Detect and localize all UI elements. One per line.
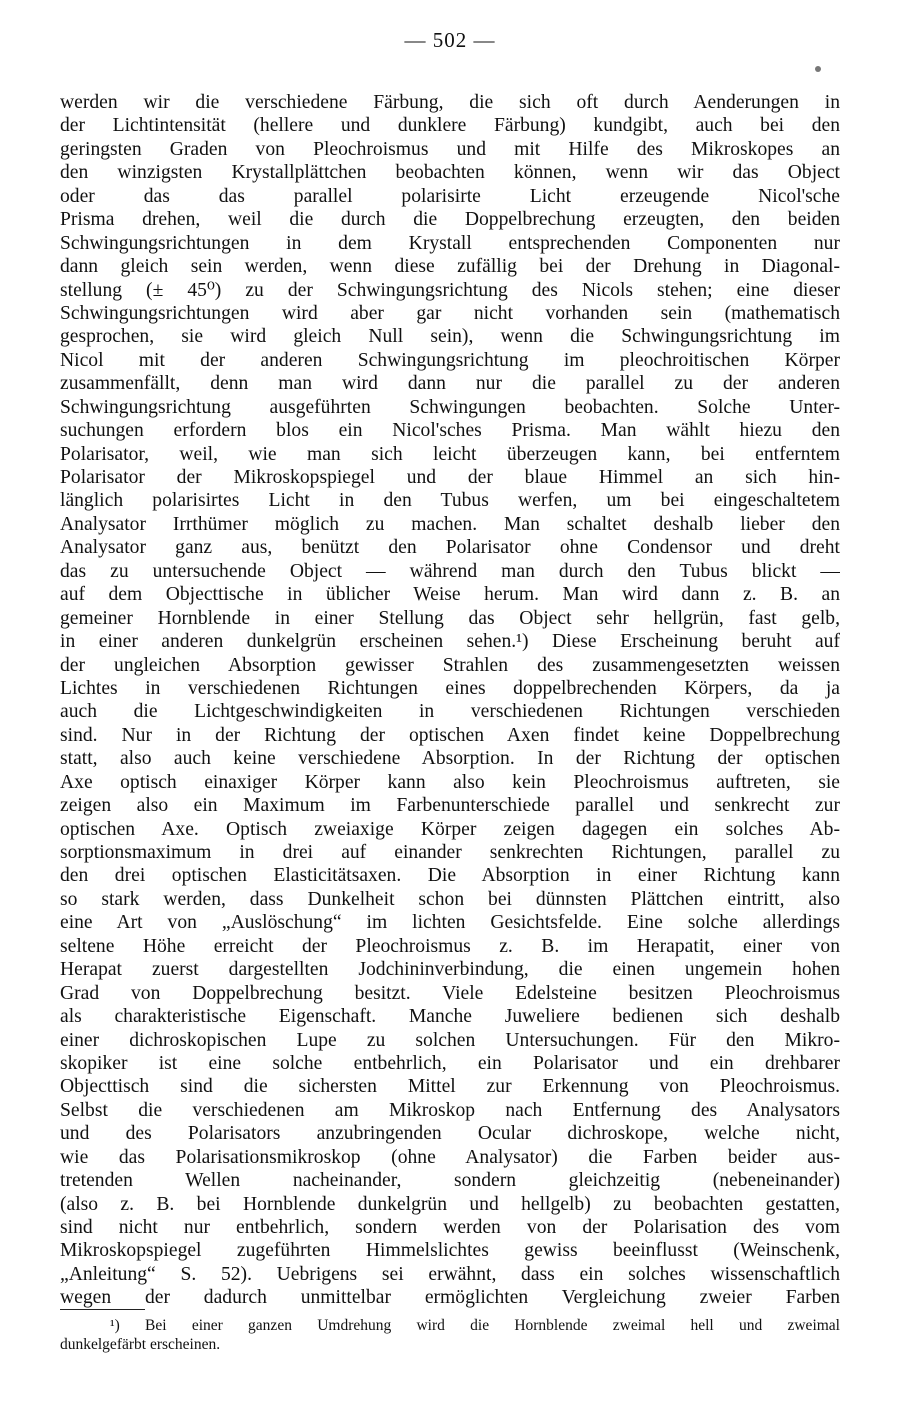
text-line: eine Art von „Auslöschung“ im lichten Gesichtsfelde. Eine solche allerdings	[60, 912, 840, 934]
text-line: sind. Nur in der Richtung der optischen Axen findet keine Doppelbrechung	[60, 724, 840, 746]
text-line: suchungen erfordern blos ein Nicol'sches Prisma. Man wählt hiezu den	[60, 420, 840, 442]
text-line: auch die Lichtgeschwindigkeiten in verschiedenen Richtungen verschieden	[60, 701, 840, 723]
ink-speck	[815, 66, 821, 72]
text-line: den winzigsten Krystallplättchen beobachten können, wenn wir das Object	[60, 162, 840, 184]
text-line: Schwingungsrichtung ausgeführten Schwingungen beobachten. Solche Unter-	[60, 396, 840, 418]
text-line: seltene Höhe erreicht der Pleochroismus z. B. im Herapatit, einer von	[60, 935, 840, 957]
text-line: wie das Polarisationsmikroskop (ohne Analysator) die Farben beider aus-	[60, 1146, 840, 1168]
text-line: dann gleich sein werden, wenn diese zufällig bei der Drehung in Diagonal-	[60, 256, 840, 278]
text-line: länglich polarisirtes Licht in den Tubus werfen, um bei eingeschaltetem	[60, 490, 840, 512]
text-line: Objecttisch sind die sichersten Mittel zur Erkennung von Pleochroismus.	[60, 1076, 840, 1098]
text-line: und des Polarisators anzubringenden Ocular dichroskope, welche nicht,	[60, 1123, 840, 1145]
text-line: Mikroskopspiegel zugeführten Himmelslichtes gewiss beeinflusst (Weinschenk,	[60, 1240, 840, 1262]
text-line: zeigen also ein Maximum im Farbenunterschiede parallel und senkrecht zur	[60, 795, 840, 817]
text-line: als charakteristische Eigenschaft. Manche Juweliere bedienen sich deshalb	[60, 1006, 840, 1028]
text-line: tretenden Wellen nacheinander, sondern gleichzeitig (nebeneinander)	[60, 1170, 840, 1192]
text-line: Polarisator der Mikroskopspiegel und der blaue Himmel an sich hin-	[60, 467, 840, 488]
text-line: Lichtes in verschiedenen Richtungen eines doppelbrechenden Körpers, da ja	[60, 677, 840, 699]
text-line: zusammenfällt, denn man wird dann nur die parallel zu der anderen	[60, 373, 840, 395]
text-line: Selbst die verschiedenen am Mikroskop nach Entfernung des Analysators	[60, 1099, 840, 1121]
text-line: geringsten Graden von Pleochroismus und mit Hilfe des Mikroskopes an	[60, 138, 840, 160]
text-line: der Lichtintensität (hellere und dunklere Färbung) kundgibt, auch bei den	[60, 115, 840, 137]
text-line: sind nicht nur entbehrlich, sondern werden von der Polarisation des vom	[60, 1217, 840, 1238]
text-line: den drei optischen Elasticitätsaxen. Die Absorption in einer Richtung kann	[60, 865, 840, 887]
text-line: wegen der dadurch unmittelbar ermöglichten Vergleichung zweier Farben	[60, 1287, 840, 1309]
footnote-line: ¹) Bei einer ganzen Umdrehung wird die Hornblende zweimal hell und zweimal	[110, 1317, 840, 1334]
text-line: Herapat zuerst dargestellten Jodchininverbindung, die einen ungemein hohen	[60, 959, 840, 981]
text-line: stellung (± 45⁰) zu der Schwingungsrichtung des Nicols stehen; eine dieser	[60, 279, 840, 301]
text-line: optischen Axe. Optisch zweiaxige Körper zeigen dagegen ein solches Ab-	[60, 818, 840, 840]
text-line: Analysator Irrthümer möglich zu machen. Man schaltet deshalb lieber den	[60, 513, 840, 535]
text-line: so stark werden, dass Dunkelheit schon bei dünnsten Plättchen eintritt, also	[60, 888, 840, 910]
text-line: Prisma drehen, weil die durch die Doppelbrechung erzeugten, den beiden	[60, 209, 840, 231]
text-line: (also z. B. bei Hornblende dunkelgrün und hellgelb) zu beobachten gestatten,	[60, 1193, 840, 1215]
text-line: Nicol mit der anderen Schwingungsrichtung im pleochroitischen Körper	[60, 349, 840, 371]
text-line: Analysator ganz aus, benützt den Polarisator ohne Condensor und dreht	[60, 537, 840, 559]
text-line: „Anleitung“ S. 52). Uebrigens sei erwähnt, dass ein solches wissenschaftlich	[60, 1263, 840, 1285]
text-line: Axe optisch einaxiger Körper kann also kein Pleochroismus auftreten, sie	[60, 771, 840, 793]
text-line: auf dem Objecttische in üblicher Weise herum. Man wird dann z. B. an	[60, 584, 840, 606]
page-number: — 502 —	[404, 28, 496, 52]
text-line: oder das das parallel polarisirte Licht erzeugende Nicol'sche	[60, 185, 840, 207]
text-line: einer dichroskopischen Lupe zu solchen Untersuchungen. Für den Mikro-	[60, 1029, 840, 1051]
footnote-rule	[60, 1309, 145, 1310]
text-line: statt, also auch keine verschiedene Absorption. In der Richtung der optischen	[60, 748, 840, 770]
text-line: gesprochen, sie wird gleich Null sein), wenn die Schwingungsrichtung im	[60, 326, 840, 348]
text-line: gemeiner Hornblende in einer Stellung das Object sehr hellgrün, fast gelb,	[60, 607, 840, 629]
text-line: der ungleichen Absorption gewisser Strahlen des zusammengesetzten weissen	[60, 654, 840, 676]
text-line: werden wir die verschiedene Färbung, die sich oft durch Aenderungen in	[60, 92, 840, 113]
text-line: skopiker ist eine solche entbehrlich, ein Polarisator und ein drehbarer	[60, 1052, 840, 1074]
text-line: Schwingungsrichtungen wird aber gar nicht vorhanden sein (mathematisch	[60, 302, 840, 324]
text-line: das zu untersuchende Object — während man durch den Tubus blickt —	[60, 560, 840, 582]
footnote	[60, 1316, 840, 1354]
text-line: Polarisator, weil, wie man sich leicht überzeugen kann, bei entferntem	[60, 443, 840, 465]
text-line: Grad von Doppelbrechung besitzt. Viele Edelsteine besitzen Pleochroismus	[60, 982, 840, 1004]
body-text	[60, 91, 840, 1310]
footnote-line: dunkelgefärbt erscheinen.	[60, 1336, 221, 1353]
text-line: in einer anderen dunkelgrün erscheinen sehen.¹) Diese Erscheinung beruht auf	[60, 631, 840, 653]
text-line: Schwingungsrichtungen in dem Krystall entsprechenden Componenten nur	[60, 232, 840, 254]
text-line: sorptionsmaximum in drei auf einander senkrechten Richtungen, parallel zu	[60, 842, 840, 863]
